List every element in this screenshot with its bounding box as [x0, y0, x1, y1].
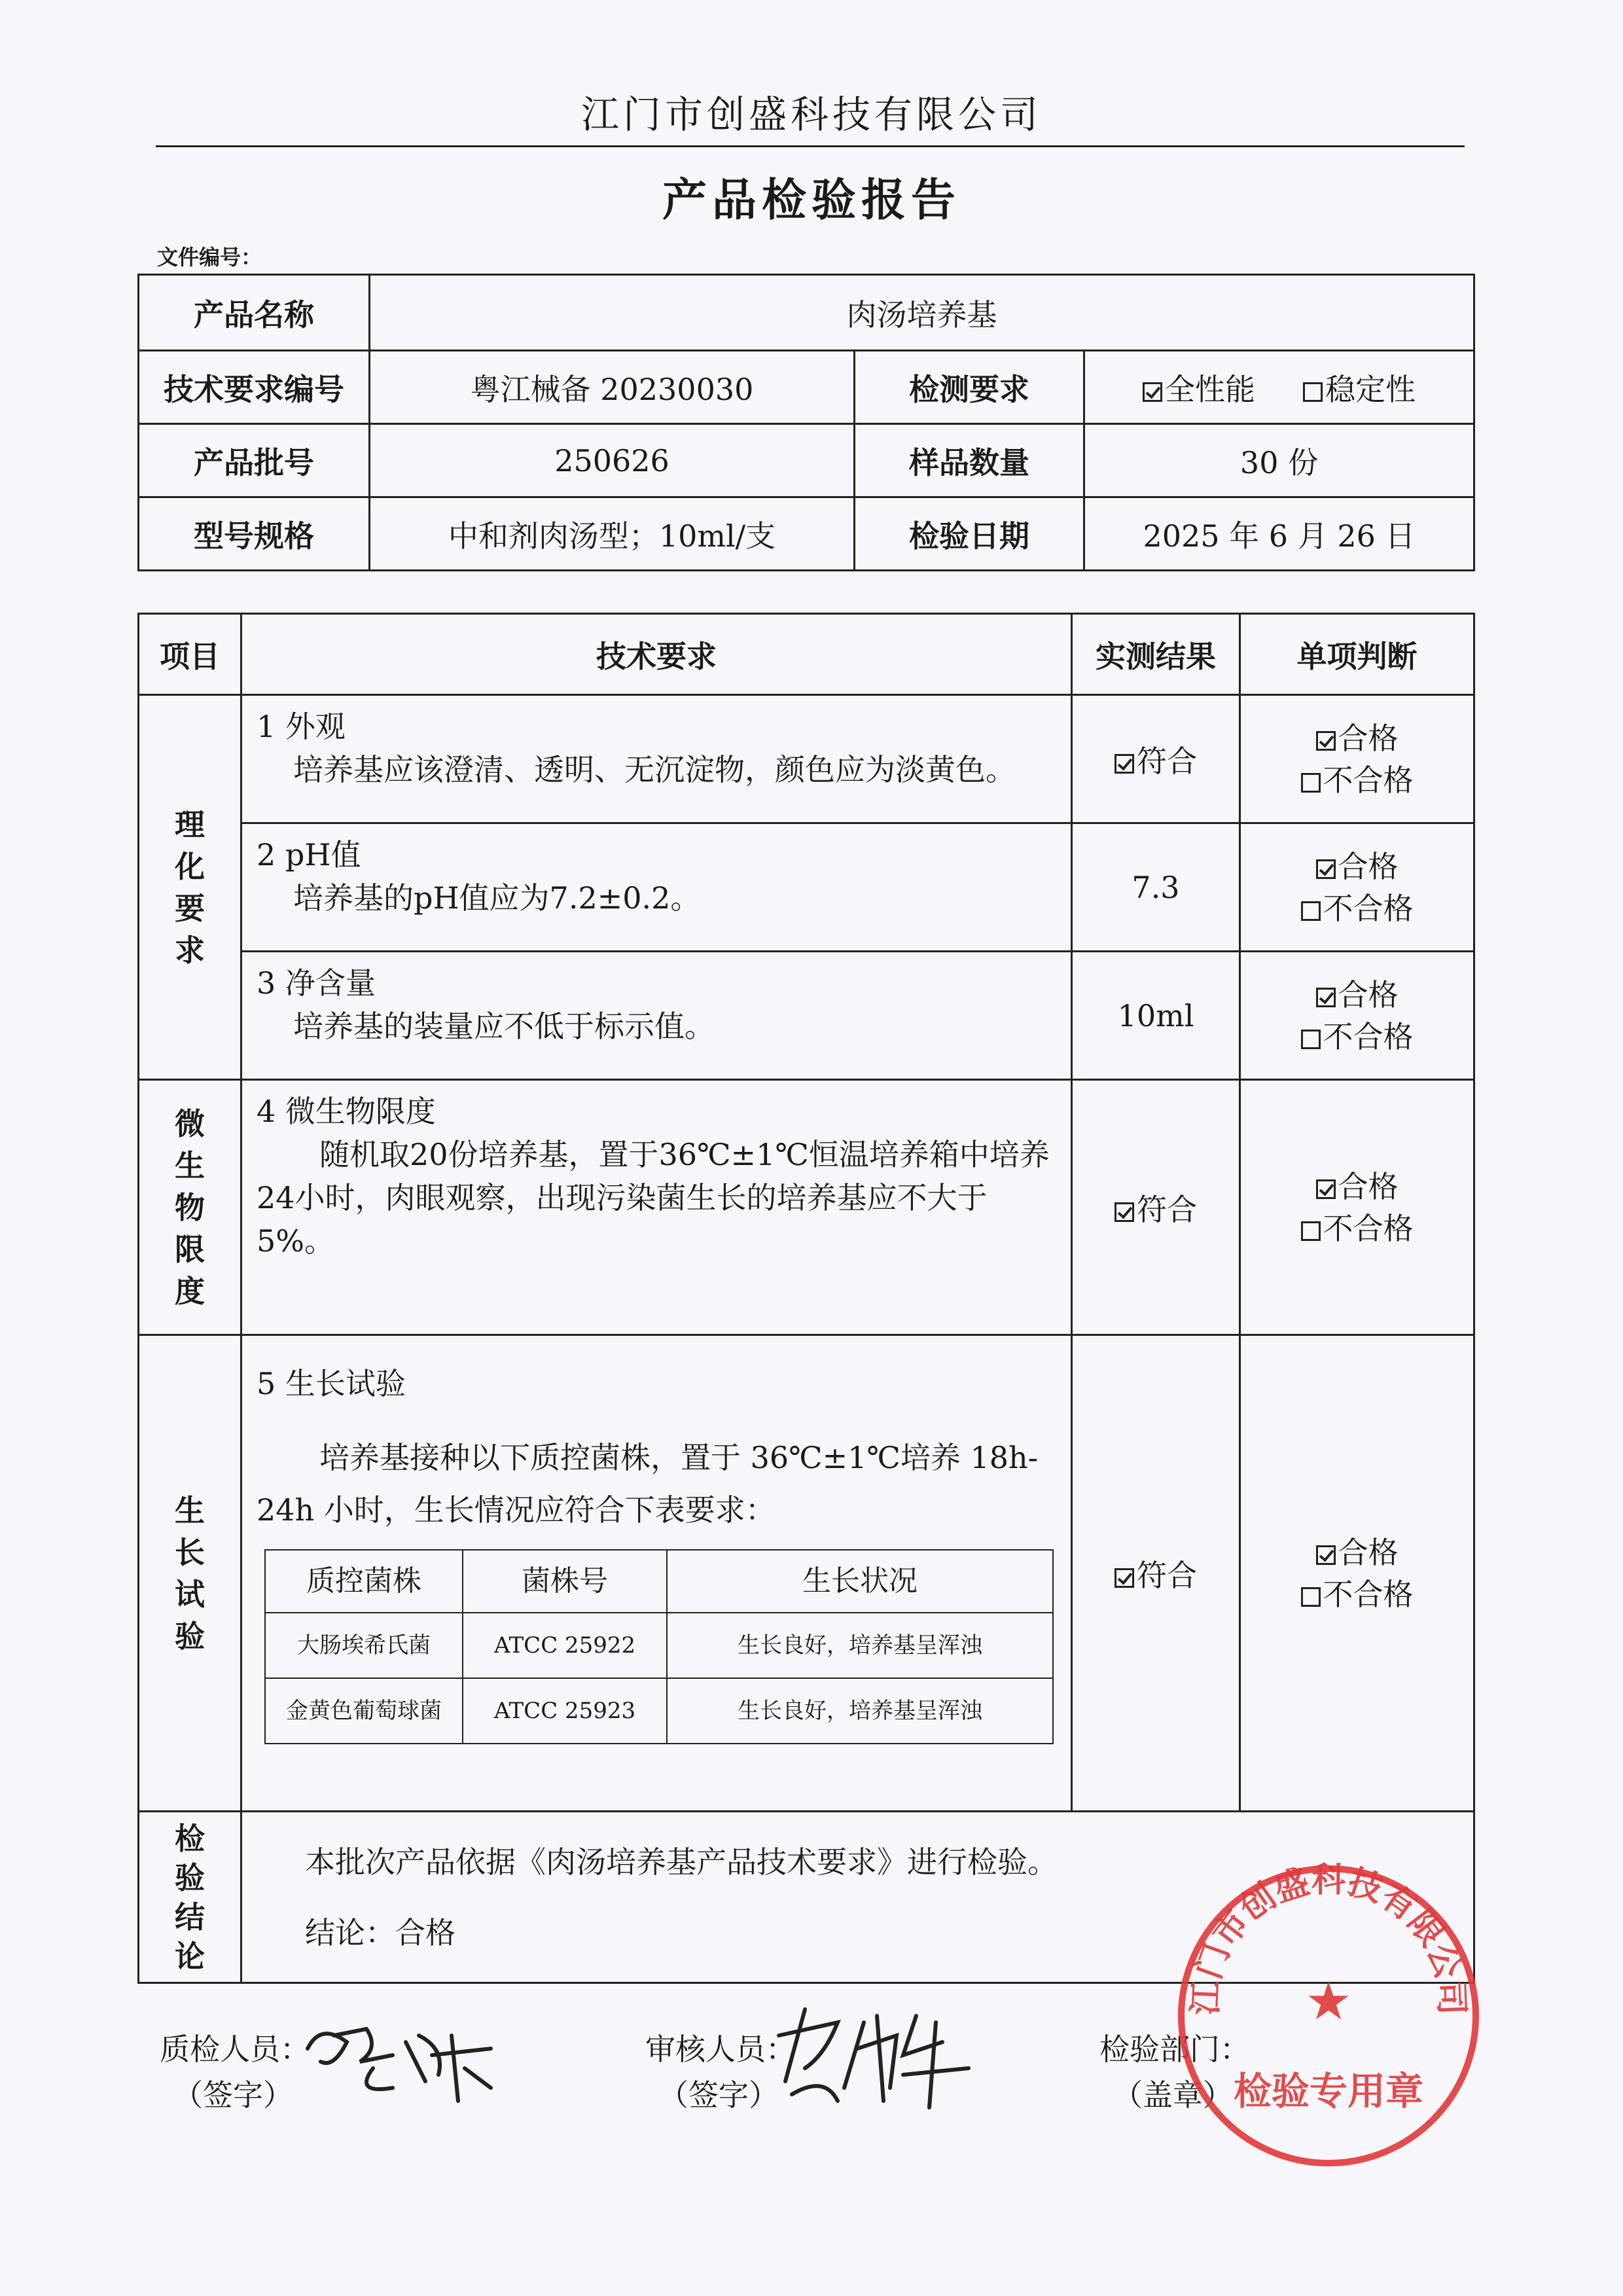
- batch-label: 产品批号: [139, 424, 370, 497]
- col-judge-header: 单项判断: [1240, 614, 1474, 695]
- checkbox-checked-icon: [1316, 988, 1336, 1007]
- judge-pass-text: 合格: [1338, 848, 1399, 884]
- category-micro: [139, 1080, 241, 1335]
- checkbox-empty-icon: [1301, 901, 1321, 921]
- req-net-content: [241, 952, 1072, 1080]
- product-name-label: 产品名称: [139, 275, 370, 351]
- req-microbial-title: 4 微生物限度: [257, 1094, 436, 1129]
- category-micro-text: 微生物限度: [175, 1105, 205, 1309]
- company-name: 江门市创盛科技有限公司: [580, 92, 1042, 137]
- judge-fail-text: 不合格: [1323, 762, 1414, 798]
- date-label: 检验日期: [855, 497, 1084, 571]
- req-ph-title: 2 pH值: [257, 837, 361, 872]
- strain-name: 金黄色葡萄球菌: [265, 1678, 463, 1744]
- inspector-signature: [294, 2009, 504, 2114]
- req-net-content-desc: 培养基的装量应不低于标示值。: [293, 1009, 715, 1044]
- official-seal: [1171, 1859, 1486, 2173]
- spec-no-value: 粤江械备 20230030: [370, 351, 855, 424]
- strain-col-status: 生长状况: [667, 1550, 1053, 1613]
- category-growth: [139, 1335, 241, 1812]
- reviewer-label: 审核人员：: [645, 2032, 796, 2067]
- reviewer-signature: [766, 1996, 988, 2114]
- batch-value: 250626: [370, 424, 855, 497]
- model-label: 型号规格: [139, 497, 370, 571]
- date-value: 2025 年 6 月 26 日: [1084, 497, 1474, 571]
- product-info-table: [137, 274, 1475, 571]
- test-req-option-full: 全性能: [1164, 371, 1255, 407]
- report-title: 产品检验报告: [662, 175, 961, 226]
- result-ph: 7.3: [1072, 823, 1240, 952]
- judge-pass-text: 合格: [1338, 977, 1399, 1013]
- checkbox-checked-icon: [1115, 754, 1134, 774]
- col-req-header: 技术要求: [241, 614, 1072, 695]
- req-microbial-desc: 随机取20份培养基，置于36℃±1℃恒温培养箱中培养24小时，肉眼观察，出现污染菌生长的培养基应不大于5%。: [257, 1137, 1050, 1259]
- strain-table: [264, 1549, 1054, 1744]
- checkbox-empty-icon: [1301, 1221, 1321, 1241]
- sample-label: 样品数量: [855, 424, 1084, 497]
- doc-number-label: 文件编号：: [157, 245, 262, 270]
- strain-col-id: 菌株号: [463, 1550, 667, 1613]
- test-req-label: 检测要求: [855, 351, 1084, 424]
- category-conclusion-text: 检验结论: [175, 1820, 205, 1974]
- result-appearance: [1072, 695, 1240, 823]
- req-ph-desc: 培养基的pH值应为7.2±0.2。: [293, 880, 701, 916]
- inspector-block: [160, 2026, 310, 2118]
- col-item-header: 项目: [139, 614, 241, 695]
- req-appearance-title: 1 外观: [257, 709, 346, 744]
- judge-fail-text: 不合格: [1323, 1210, 1414, 1246]
- dept-label: 检验部门：: [1099, 2032, 1250, 2067]
- sample-value: 30 份: [1084, 424, 1474, 497]
- category-physchem-text: 理化要求: [175, 806, 205, 968]
- req-appearance: [241, 695, 1072, 823]
- test-req-value: [1084, 351, 1474, 424]
- test-req-option-stability: 稳定性: [1325, 371, 1416, 407]
- seal-center-text: 检验专用章: [1233, 2069, 1424, 2113]
- checkbox-empty-icon: [1301, 1587, 1321, 1607]
- result-appearance-text: 符合: [1137, 743, 1197, 779]
- spec-no-label: 技术要求编号: [139, 351, 370, 424]
- checkbox-checked-icon: [1316, 731, 1336, 751]
- model-value: 中和剂肉汤型；10ml/支: [370, 497, 855, 571]
- seal-ring-text: 江门市创盛科技有限公司: [1186, 1861, 1471, 2016]
- conclusion-line-1: 本批次产品依据《肉汤培养基产品技术要求》进行检验。: [305, 1844, 1058, 1880]
- result-net-content: 10ml: [1072, 952, 1240, 1080]
- judge-appearance: [1240, 695, 1474, 823]
- judge-growth: [1240, 1335, 1474, 1812]
- inspector-sub: （签字）: [173, 2077, 293, 2113]
- checkbox-empty-icon: [1303, 382, 1323, 402]
- category-growth-text: 生长试验: [175, 1492, 205, 1654]
- checkbox-empty-icon: [1301, 773, 1321, 793]
- reviewer-sub: （签字）: [658, 2077, 779, 2113]
- inspector-label: 质检人员：: [160, 2032, 310, 2067]
- col-result-header: 实测结果: [1072, 614, 1240, 695]
- judge-pass-text: 合格: [1338, 720, 1399, 756]
- result-microbial: [1072, 1080, 1240, 1335]
- judge-fail-text: 不合格: [1323, 1576, 1414, 1612]
- result-microbial-text: 符合: [1137, 1191, 1197, 1227]
- checkbox-checked-icon: [1115, 1568, 1134, 1588]
- strain-id: ATCC 25923: [463, 1678, 667, 1744]
- judge-fail-text: 不合格: [1323, 1018, 1414, 1054]
- result-growth: [1072, 1335, 1240, 1812]
- req-net-content-title: 3 净含量: [257, 965, 376, 1001]
- req-growth-desc: 培养基接种以下质控菌株，置于 36℃±1℃培养 18h-24h 小时，生长情况应符合下表要求：: [257, 1440, 1039, 1528]
- category-physchem: [139, 695, 241, 1080]
- product-name-value: 肉汤培养基: [370, 275, 1474, 351]
- dept-sub: （盖章）: [1113, 2077, 1233, 2113]
- result-growth-text: 符合: [1137, 1557, 1197, 1593]
- judge-fail-text: 不合格: [1323, 890, 1414, 926]
- req-growth: [241, 1335, 1072, 1812]
- strain-id: ATCC 25922: [463, 1613, 667, 1678]
- judge-pass-text: 合格: [1338, 1168, 1399, 1204]
- req-microbial: [241, 1080, 1072, 1335]
- checkbox-checked-icon: [1316, 1179, 1336, 1199]
- test-results-table: [137, 613, 1475, 1984]
- checkbox-checked-icon: [1115, 1202, 1134, 1222]
- star-icon: ★: [1305, 1971, 1352, 2032]
- judge-microbial: [1240, 1080, 1474, 1335]
- checkbox-empty-icon: [1301, 1030, 1321, 1049]
- req-growth-title: 5 生长试验: [257, 1366, 406, 1401]
- category-conclusion: [139, 1812, 241, 1983]
- checkbox-checked-icon: [1143, 382, 1162, 402]
- strain-status: 生长良好，培养基呈浑浊: [667, 1678, 1053, 1744]
- judge-pass-text: 合格: [1338, 1534, 1399, 1570]
- strain-col-name: 质控菌株: [265, 1550, 463, 1613]
- checkbox-checked-icon: [1316, 1545, 1336, 1565]
- strain-name: 大肠埃希氏菌: [265, 1613, 463, 1678]
- checkbox-checked-icon: [1316, 859, 1336, 879]
- header-rule: [156, 145, 1465, 147]
- judge-ph: [1240, 823, 1474, 952]
- req-ph: [241, 823, 1072, 952]
- conclusion-line-2: 结论：合格: [305, 1914, 455, 1950]
- judge-net-content: [1240, 952, 1474, 1080]
- strain-status: 生长良好，培养基呈浑浊: [667, 1613, 1053, 1678]
- req-appearance-desc: 培养基应该澄清、透明、无沉淀物，颜色应为淡黄色。: [293, 752, 1016, 787]
